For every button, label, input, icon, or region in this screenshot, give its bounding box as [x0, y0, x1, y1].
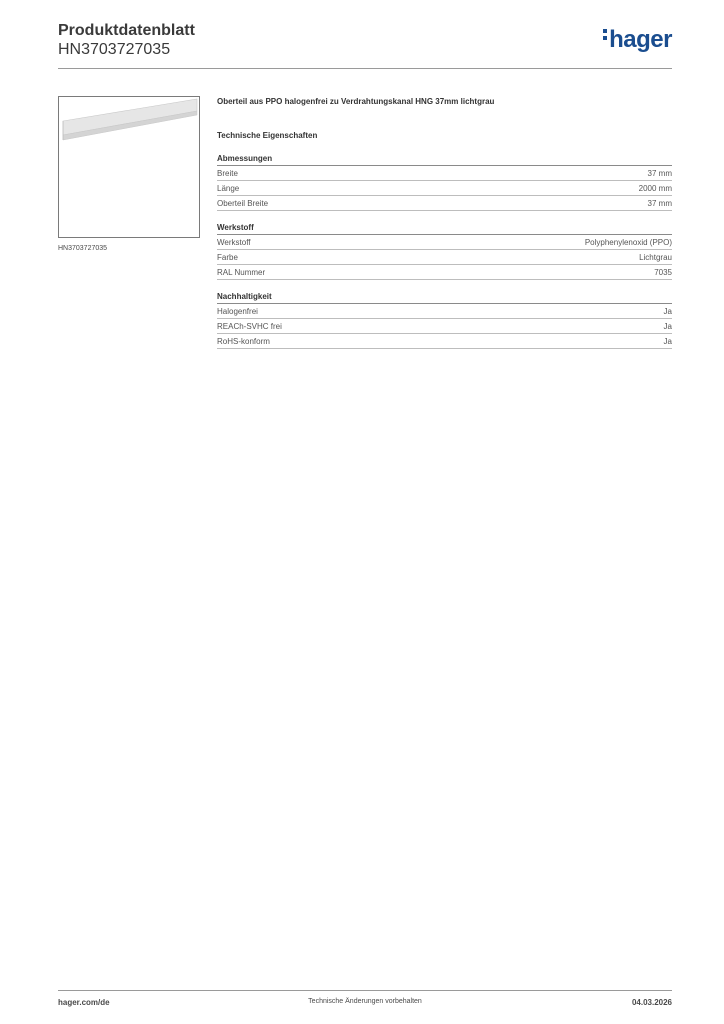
section-dimensions [217, 153, 672, 211]
row-label: RAL Nummer [217, 268, 266, 277]
row-label: RoHS-konform [217, 337, 270, 346]
row-value: Polyphenylenoxid (PPO) [584, 238, 672, 247]
tech-heading: Technische Eigenschaften [217, 131, 318, 140]
table-row [217, 235, 672, 250]
row-label: REACh-SVHC frei [217, 322, 282, 331]
section-material [217, 222, 672, 280]
product-illustration-icon [59, 97, 199, 237]
row-label: Breite [217, 169, 238, 178]
image-caption: HN3703727035 [58, 245, 108, 252]
product-content [217, 96, 672, 349]
row-label: Farbe [217, 253, 238, 262]
table-row [217, 265, 672, 280]
product-description: Oberteil aus PPO halogenfrei zu Verdrahtungskanal HNG 37mm lichtgrau [217, 97, 495, 106]
row-value: 37 mm [647, 169, 672, 178]
header-divider [58, 68, 672, 69]
row-label: Werkstoff [217, 238, 251, 247]
product-image [58, 96, 200, 238]
document-header [58, 21, 195, 59]
row-label: Halogenfrei [217, 307, 258, 316]
table-row [217, 250, 672, 265]
table-row [217, 319, 672, 334]
table-row [217, 196, 672, 211]
section-sustainability [217, 291, 672, 349]
hager-logo [603, 26, 672, 54]
footer-divider [58, 990, 672, 991]
product-code: HN3703727035 [58, 41, 171, 58]
table-row [217, 166, 672, 181]
row-value: 2000 mm [638, 184, 672, 193]
section-heading: Nachhaltigkeit [217, 291, 672, 304]
section-heading: Werkstoff [217, 222, 672, 235]
section-heading: Abmessungen [217, 153, 672, 166]
footer-website-link[interactable]: hager.com/de [58, 998, 110, 1007]
logo-text: hager [609, 26, 672, 53]
table-row [217, 181, 672, 196]
footer-date: 04.03.2026 [631, 998, 672, 1007]
row-value: 37 mm [647, 199, 672, 208]
row-value: Ja [663, 337, 672, 346]
row-value: 7035 [654, 268, 672, 277]
row-label: Oberteil Breite [217, 199, 269, 208]
logo-dots-icon [603, 29, 607, 43]
footer-disclaimer: Technische Änderungen vorbehalten [308, 998, 422, 1005]
table-row [217, 304, 672, 319]
table-row [217, 334, 672, 349]
row-value: Ja [663, 307, 672, 316]
row-label: Länge [217, 184, 240, 193]
row-value: Lichtgrau [639, 253, 672, 262]
document-title: Produktdatenblatt [58, 22, 195, 39]
row-value: Ja [663, 322, 672, 331]
